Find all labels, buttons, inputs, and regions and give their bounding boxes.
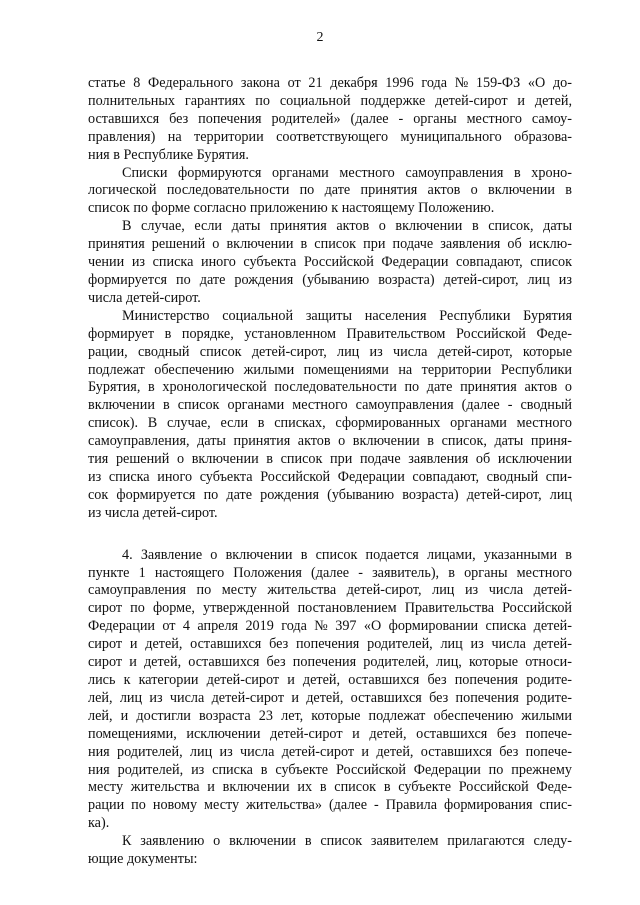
text-line: ния родителей, лиц из числа детей-сирот и детей, оставшихся без попече- [88,743,572,760]
text-line: лей, лиц из числа детей-сирот и детей, оставшихся без попечения родите- [88,689,572,706]
text-line: ка). [88,815,110,832]
paragraph-gap [88,523,572,547]
page-number: 2 [316,30,324,45]
text-line: список). В случае, если в списках, сформированных органами местного [88,415,572,432]
text-line: пункте 1 настоящего Положения (далее - заявитель), в органы местного [88,564,572,581]
text-line: 4. Заявление о включении в список подается лицами, указанными в [122,546,572,563]
text-line: ния родителей, из списка в субъекте Российской Федерации по прежнему [88,761,572,778]
paragraph [88,165,572,219]
text-line: тия решений о включении в список при подаче заявления об исключении [88,451,572,468]
text-line: принятия решений о включении в список при подаче заявления об исклю- [88,236,572,253]
text-line: Министерство социальной защиты населения Республики Бурятия [122,307,572,324]
text-line: Списки формируются органами местного самоуправления в хроно- [122,164,572,181]
text-line: ния в Республике Бурятия. [88,146,249,163]
text-line: из числа детей-сирот. [88,504,218,521]
paragraph [88,75,572,165]
text-line: из списка иного субъекта Российской Федерации совпадают, сводный спи- [88,468,572,485]
text-line: лись к категории детей-сирот и детей, оставшихся без попечения родите- [88,672,572,688]
text-line: полнительных гарантиях по социальной поддержке детей-сирот и детей, [88,92,572,109]
document-body [88,75,572,869]
paragraph [88,547,572,834]
text-line: Федерации от 4 апреля 2019 года № 397 «О формировании списка детей- [88,618,572,635]
text-line: сок формируется по дате рождения (убыванию возраста) детей-сирот, лиц [88,486,572,503]
paragraph [88,218,572,308]
text-line: помещениями, исключении детей-сирот и детей, оставшихся без попече- [88,725,572,742]
text-line: подлежат обеспечению жилыми помещениями на территории Республики [88,361,572,378]
paragraph [88,308,572,523]
paragraph [88,833,572,869]
text-line: самоуправления по месту жительства детей-сирот, лиц из числа детей- [88,582,572,599]
text-line: правления) на территории соответствующего муниципального образова- [88,128,572,145]
text-line: самоуправления, даты принятия актов о включении в список, даты приня- [88,433,572,450]
text-line: логической последовательности по дате принятия актов о включении в [88,182,572,199]
text-line: К заявлению о включении в список заявителем прилагаются следу- [122,833,572,850]
text-line: сирот и детей, оставшихся без попечения родителей, лиц, которые относи- [88,654,572,671]
text-line: чении из списка иного субъекта Российской Федерации совпадают, список [88,254,572,271]
text-line: лей, и достигли возраста 23 лет, которые подлежат обеспечению жилыми [88,707,572,724]
text-line: статье 8 Федерального закона от 21 декабря 1996 года № 159-ФЗ «О до- [88,75,572,91]
text-line: рации, сводный список детей-сирот, лиц из числа детей-сирот, которые [88,343,572,360]
text-line: рации по новому месту жительства» (далее - Правила формирования спис- [88,797,572,814]
text-line: включении в список органами местного самоуправления (далее - сводный [88,397,572,414]
text-line: В случае, если даты принятия актов о включении в список, даты [122,218,572,235]
text-line: сирот и детей, оставшихся без попечения родителей, лиц из числа детей- [88,636,572,653]
text-line: Бурятия, в хронологической последовательности по дате принятия актов о [88,379,572,396]
text-line: сирот по форме, утвержденной постановлением Правительства Российской [88,600,572,617]
text-line: формирует в порядке, установленном Правительством Российской Феде- [88,325,572,342]
text-line: список по форме согласно приложению к настоящему Положению. [88,200,495,217]
text-line: числа детей-сирот. [88,289,201,306]
text-line: ющие документы: [88,851,198,868]
text-line: формируется по дате рождения (убыванию возраста) детей-сирот, лиц из [88,271,572,288]
text-line: месту жительства и включении их в список в субъекте Российской Феде- [88,779,572,796]
text-line: оставшихся без попечения родителей» (далее - органы местного самоу- [88,110,572,127]
